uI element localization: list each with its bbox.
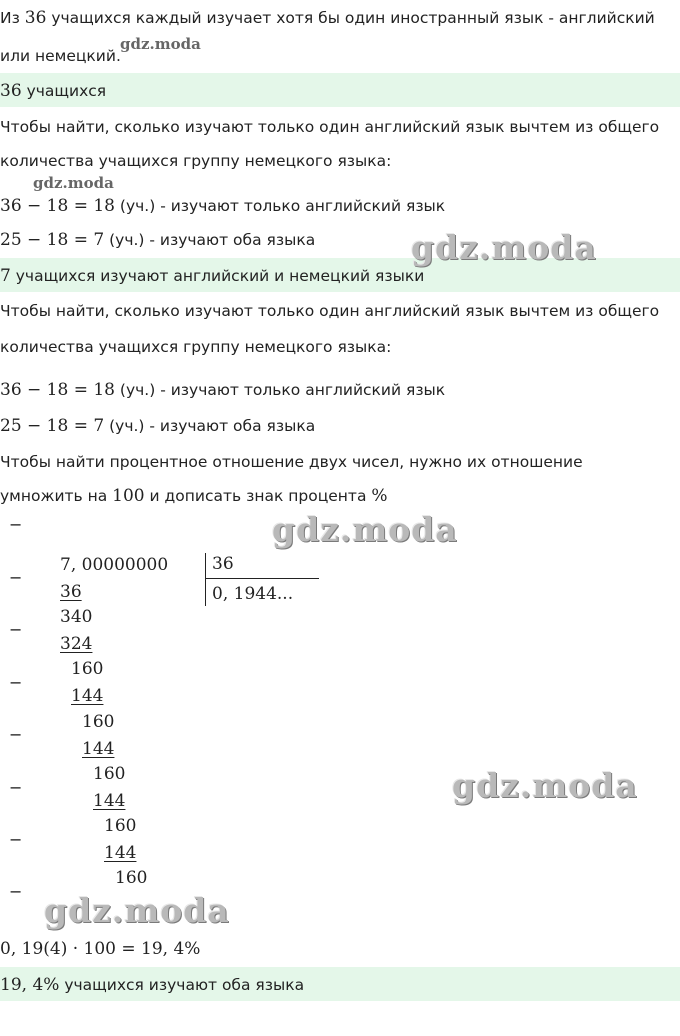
equation-4: 25 − 18 = 7 (уч.) - изучают оба языка	[0, 416, 316, 436]
division-quotient-line	[205, 578, 319, 579]
watermark: gdz.moda	[272, 510, 458, 549]
division-dash: −	[9, 830, 23, 849]
equation-3: 36 − 18 = 18 (уч.) - изучают только английский язык	[0, 380, 446, 400]
division-step: 160	[115, 868, 148, 888]
intro-line-1: Из 36 учащихся каждый изучает хотя бы один иностранный язык - английский	[0, 8, 655, 28]
division-step: 160	[82, 712, 115, 732]
watermark: gdz.moda	[44, 891, 230, 930]
equation-1: 36 − 18 = 18 (уч.) - изучают только английский язык	[0, 196, 446, 216]
watermark: gdz.moda	[33, 174, 114, 192]
division-step: 144	[71, 686, 104, 706]
division-step: 160	[71, 659, 104, 679]
division-divisor: 36	[212, 554, 234, 574]
para1-line-1: Чтобы найти, сколько изучают только один английский язык вычтем из общего	[0, 118, 660, 136]
intro-line-2: или немецкий.	[0, 47, 121, 65]
para3-line-2: умножить на 100 и дописать знак процента %	[0, 486, 388, 506]
division-dash: −	[9, 568, 23, 587]
division-dash: −	[9, 620, 23, 639]
division-step: 324	[60, 634, 93, 654]
answer-highlight-3	[0, 967, 680, 1001]
answer-highlight-1	[0, 73, 680, 107]
division-step: 144	[104, 843, 137, 863]
answer-1: 36 учащихся	[0, 81, 107, 101]
division-dash: −	[9, 725, 23, 744]
result-equation: 0, 19(4) · 100 = 19, 4%	[0, 939, 201, 959]
para2-line-2: количества учащихся группу немецкого языка:	[0, 338, 392, 356]
para2-line-1: Чтобы найти, сколько изучают только один английский язык вычтем из общего	[0, 302, 660, 320]
watermark: gdz.moda	[120, 35, 201, 53]
division-dash: −	[9, 515, 23, 534]
division-dash: −	[9, 882, 23, 901]
division-quotient: 0, 1944...	[212, 584, 294, 604]
division-step: 340	[60, 607, 93, 627]
division-step: 36	[60, 582, 82, 602]
watermark: gdz.moda	[452, 766, 638, 805]
answer-3: 19, 4% учащихся изучают оба языка	[0, 975, 305, 995]
division-dash: −	[9, 778, 23, 797]
equation-2: 25 − 18 = 7 (уч.) - изучают оба языка	[0, 230, 316, 250]
para1-line-2: количества учащихся группу немецкого языка:	[0, 152, 392, 170]
division-step: 144	[93, 791, 126, 811]
division-dividend: 7, 00000000	[60, 555, 169, 575]
division-step: 160	[93, 764, 126, 784]
division-bracket	[205, 553, 206, 606]
division-dash: −	[9, 673, 23, 692]
answer-2: 7 учащихся изучают английский и немецкий языки	[0, 266, 425, 286]
watermark: gdz.moda	[411, 228, 597, 267]
para3-line-1: Чтобы найти процентное отношение двух чисел, нужно их отношение	[0, 453, 583, 471]
division-step: 160	[104, 816, 137, 836]
division-step: 144	[82, 739, 115, 759]
